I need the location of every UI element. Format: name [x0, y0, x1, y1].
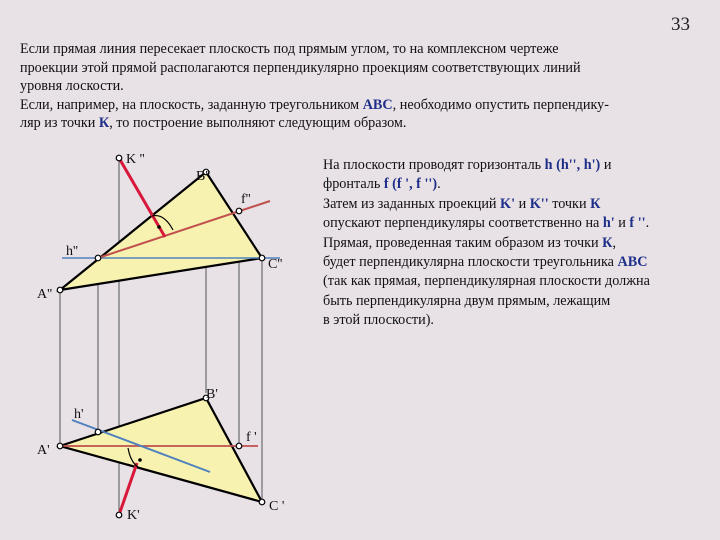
point-h1 [95, 429, 101, 435]
intro-line: Если, например, на плоскость, заданную треугольником АВС, необходимо опустить перпендику- [20, 96, 609, 113]
triangle-horizontal-projection [60, 398, 262, 502]
intro-line: уровня лоскости. [20, 78, 124, 95]
point-h2 [95, 255, 101, 261]
label-c1: C ' [269, 499, 285, 514]
label-f2: f'' [241, 192, 251, 207]
point-f1 [236, 443, 242, 449]
point-k1 [116, 512, 122, 518]
description-line: (так как прямая, перпендикулярная плоскости должна [323, 273, 650, 290]
description-line: будет перпендикулярна плоскости треугольника АВС [323, 254, 648, 271]
label-k2: K '' [126, 152, 145, 167]
point-f2 [236, 208, 242, 214]
intro-line: Если прямая линия пересекает плоскость под прямым углом, то на комплексном чертеже [20, 41, 559, 57]
label-c2: C'' [268, 257, 283, 272]
description-line: Прямая, проведенная таким образом из точки К, [323, 234, 616, 251]
label-a2: A'' [37, 287, 53, 302]
point-k2 [116, 155, 122, 161]
intro-line: проекции этой прямой располагаются перпендикулярно проекциям соответствующих линий [20, 59, 581, 76]
description-line: Затем из заданных проекций K' и K'' точки К [323, 195, 601, 212]
description-line: опускают перпендикуляры соответственно на h' и f ''. [323, 215, 650, 232]
description-line: быть перпендикулярна двум прямым, лежащим [323, 292, 611, 309]
intro-line: ляр из точки К, то построение выполняют следующим образом. [20, 115, 407, 132]
point-c1 [259, 499, 265, 505]
right-angle-dot-top [157, 225, 161, 229]
point-a1 [57, 443, 63, 449]
description-line: фронталь f (f ', f ''). [323, 176, 441, 193]
point-a2 [57, 287, 63, 293]
label-h2: h'' [66, 244, 79, 259]
description-line: На плоскости проводят горизонталь h (h'', h') и [323, 157, 612, 173]
label-b1: B' [206, 387, 218, 402]
label-k1: K' [127, 508, 140, 523]
description-line: в этой плоскости). [323, 312, 434, 329]
label-h1: h' [74, 407, 84, 422]
right-angle-dot-bottom [138, 458, 142, 462]
label-a1: A' [37, 443, 50, 458]
label-b2: B'' [196, 169, 211, 184]
label-f1: f ' [246, 430, 257, 445]
point-c2 [259, 255, 265, 261]
page-number: 33 [671, 14, 690, 35]
